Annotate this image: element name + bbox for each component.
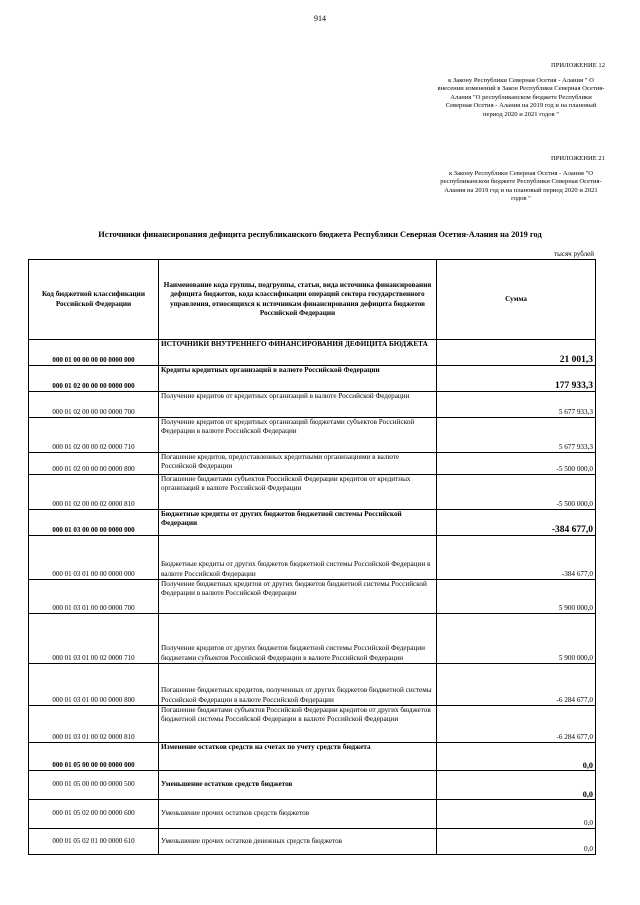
row-code: 000 01 03 01 00 02 0000 810 [29,706,159,743]
row-amount: 5 677 933,3 [437,418,596,453]
table-row [29,418,596,453]
units-label: тысяч рублей [554,250,594,258]
budget-sources-table [28,259,596,855]
appendix-12-text: к Закону Республики Северная Осетия - Алания " О внесении изменений в Закон Республики Северная Осетия-Алания "О республиканском бюджете Республики Северная Осетия - Алания на 2019 год и на плановый период 2020 и 2021 годов " [437,76,605,118]
appendix-12-heading: ПРИЛОЖЕНИЕ 12 [551,62,605,69]
row-amount: -6 284 677,0 [437,664,596,706]
table-row [29,580,596,614]
row-name: Погашение бюджетами субъектов Российской Федерации кредитов от других бюджетов бюджетной системы Российской Федерации в валюте Российской Федерации [159,706,437,743]
row-amount: 5 677 933,3 [437,392,596,418]
row-code: 000 01 02 00 00 00 0000 800 [29,453,159,475]
table-row [29,453,596,475]
table-row [29,510,596,536]
row-name: Получение кредитов от кредитных организаций в валюте Российской Федерации [159,392,437,418]
row-code: 000 01 03 00 00 00 0000 000 [29,510,159,536]
row-name: Погашение бюджетами субъектов Российской Федерации кредитов от кредитных организаций в валюте Российской Федерации [159,475,437,510]
table-row [29,536,596,580]
row-code: 000 01 05 00 00 00 0000 500 [29,771,159,800]
row-name: Кредиты кредитных организаций в валюте Российской Федерации [159,366,437,392]
row-name: Уменьшение прочих остатков средств бюджетов [159,800,437,829]
row-name: Уменьшение прочих остатков денежных средств бюджетов [159,829,437,855]
row-amount: 0,0 [437,829,596,855]
table-row [29,475,596,510]
table-row [29,706,596,743]
table-row [29,614,596,664]
row-code: 000 01 05 02 01 00 0000 610 [29,829,159,855]
table-row [29,743,596,771]
appendix-21-block [437,155,605,204]
row-name: Получение бюджетных кредитов от других бюджетов бюджетной системы Российской Федерации в валюте Российской Федерации [159,580,437,614]
row-amount: 0,0 [437,771,596,800]
table-row [29,366,596,392]
row-name: Получение кредитов от кредитных организаций бюджетами субъектов Российской Федерации в валюте Российской Федерации [159,418,437,453]
page-number: 914 [314,14,326,23]
appendix-21-heading: ПРИЛОЖЕНИЕ 21 [551,155,605,162]
row-code: 000 01 02 00 00 00 0000 000 [29,366,159,392]
table-row [29,829,596,855]
row-name: Погашение бюджетных кредитов, полученных от других бюджетов бюджетной системы Российской Федерации в валюте Российской Федерации [159,664,437,706]
row-code: 000 01 02 00 00 00 0000 700 [29,392,159,418]
row-amount: -6 284 677,0 [437,706,596,743]
row-code: 000 01 03 01 00 00 0000 800 [29,664,159,706]
row-amount: 5 900 000,0 [437,614,596,664]
table-row [29,800,596,829]
row-amount: -384 677,0 [437,510,596,536]
row-name: ИСТОЧНИКИ ВНУТРЕННЕГО ФИНАНСИРОВАНИЯ ДЕФИЦИТА БЮДЖЕТА [159,340,437,366]
row-code: 000 01 02 00 00 02 0000 710 [29,418,159,453]
row-name: Бюджетные кредиты от других бюджетов бюджетной системы Российской Федерации в валюте Российской Федерации [159,536,437,580]
row-name: Погашение кредитов, предоставленных кредитными организациями в валюте Российской Федерации [159,453,437,475]
table-row [29,771,596,800]
row-code: 000 01 03 01 00 02 0000 710 [29,614,159,664]
table-row [29,664,596,706]
row-amount: -5 500 000,0 [437,453,596,475]
row-code: 000 01 03 01 00 00 0000 000 [29,536,159,580]
appendix-12-block [437,62,605,120]
row-amount: 0,0 [437,743,596,771]
row-code: 000 01 03 01 00 00 0000 700 [29,580,159,614]
row-code: 000 01 05 02 00 00 0000 600 [29,800,159,829]
row-name: Бюджетные кредиты от других бюджетов бюджетной системы Российской Федерации [159,510,437,536]
row-code: 000 01 02 00 00 02 0000 810 [29,475,159,510]
document-title: Источники финансирования дефицита республиканского бюджета Республики Северная Осетия-Алания на 2019 год [98,230,542,239]
header-code: Код бюджетной классификации Российской Федерации [29,260,159,340]
row-amount: 177 933,3 [437,366,596,392]
appendix-21-text: к Закону Республики Северная Осетия - Алания "О республиканском бюджете Республики Северная Осетия-Алания на 2019 год и на плановый период 2020 и 2021 годов " [440,169,602,203]
row-amount: 0,0 [437,800,596,829]
row-name: Изменение остатков средств на счетах по учету средств бюджета [159,743,437,771]
table-row [29,340,596,366]
row-amount: 5 900 000,0 [437,580,596,614]
header-amount: Сумма [437,260,596,340]
row-name: Получение кредитов от других бюджетов бюджетной системы Российской Федерации бюджетами субъектов Российской Федерации в валюте Российской Федерации [159,614,437,664]
row-amount: 21 001,3 [437,340,596,366]
row-amount: -384 677,0 [437,536,596,580]
row-name: Уменьшение остатков средств бюджетов [159,771,437,800]
row-code: 000 01 05 00 00 00 0000 000 [29,743,159,771]
header-name: Наименование кода группы, подгруппы, статьи, вида источника финансирования дефицита бюджетов, кода классификации операций сектора государственного управления, относящихся к источникам финансирования дефицита бюджетов Российской Федерации [159,260,437,340]
table-row [29,392,596,418]
row-amount: -5 500 000,0 [437,475,596,510]
row-code: 000 01 00 00 00 00 0000 000 [29,340,159,366]
